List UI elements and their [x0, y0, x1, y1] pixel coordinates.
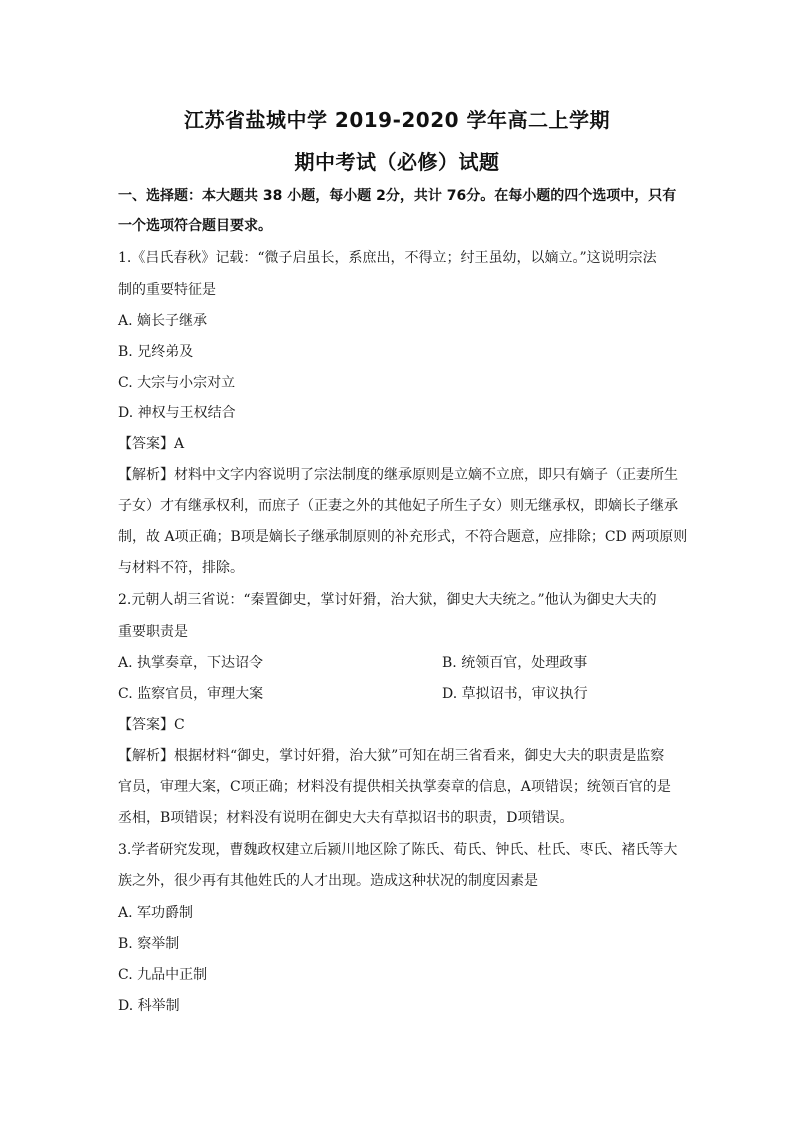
- question-2-answer: 【答案】C: [118, 717, 185, 733]
- question-1-answer: 【答案】A: [118, 436, 185, 452]
- question-2-option-c: C. 监察官员，审理大案: [118, 686, 264, 702]
- question-2-option-b: B. 统领百官，处理政事: [442, 655, 588, 671]
- question-2-analysis-line: 官员，审理大案，C项正确；材料没有提供相关执掌奏章的信息，A项错误；统领百官的是: [118, 779, 671, 795]
- question-2-option-d: D. 草拟诏书，审议执行: [442, 686, 588, 702]
- question-2-analysis-line: 丞相，B项错误；材料没有说明在御史大夫有草拟诏书的职责，D项错误。: [118, 810, 574, 826]
- question-3-option-b: B. 察举制: [118, 936, 180, 952]
- question-1-option-b: B. 兄终弟及: [118, 344, 194, 360]
- question-3-option-a: A. 军功爵制: [118, 905, 194, 921]
- question-1-stem: 1.《吕氏春秋》记载：“微子启虽长，系庶出，不得立；纣王虽幼，以嫡立。”这说明宗法: [118, 250, 657, 266]
- question-1-option-c: C. 大宗与小宗对立: [118, 375, 236, 391]
- question-2-option-a: A. 执掌奏章，下达诏令: [118, 655, 264, 671]
- section-heading-continued: 一个选项符合题目要求。: [118, 218, 272, 234]
- question-1-analysis-line: 与材料不符，排除。: [118, 560, 244, 576]
- document-subtitle: 期中考试（必修）试题: [294, 150, 500, 174]
- question-1-option-a: A. 嫡长子继承: [118, 313, 208, 329]
- question-1-stem-continued: 制的重要特征是: [118, 282, 216, 298]
- section-heading: 一、选择题：本大题共 38 小题，每小题 2分，共计 76分。在每小题的四个选项中，只有: [118, 188, 677, 204]
- question-2-stem-continued: 重要职责是: [118, 624, 188, 640]
- document-title: 江苏省盐城中学 2019-2020 学年高二上学期: [183, 108, 611, 132]
- question-3-option-d: D. 科举制: [118, 998, 180, 1014]
- question-2-analysis-line: 【解析】根据材料“御史，掌讨奸猾，治大狱”可知在胡三省看来，御史大夫的职责是监察: [118, 748, 665, 764]
- question-1-option-d: D. 神权与王权结合: [118, 405, 236, 421]
- question-3-stem: 3.学者研究发现，曹魏政权建立后颍川地区除了陈氏、荀氏、钟氏、杜氏、枣氏、褚氏等大: [118, 842, 678, 858]
- question-3-option-c: C. 九品中正制: [118, 967, 208, 983]
- question-1-analysis-line: 制，故 A项正确；B项是嫡长子继承制原则的补充形式，不符合题意，应排除；CD 两项原则: [118, 529, 688, 545]
- question-1-analysis-line: 子女）才有继承权利，而庶子（正妻之外的其他妃子所生子女）则无继承权，即嫡长子继承: [118, 498, 678, 514]
- question-3-stem-continued: 族之外，很少再有其他姓氏的人才出现。造成这种状况的制度因素是: [118, 873, 538, 889]
- question-2-stem: 2.元朝人胡三省说：“秦置御史，掌讨奸猾，治大狱，御史大夫统之。”他认为御史大夫的: [118, 592, 657, 608]
- question-1-analysis-line: 【解析】材料中文字内容说明了宗法制度的继承原则是立嫡不立庶，即只有嫡子（正妻所生: [118, 467, 678, 483]
